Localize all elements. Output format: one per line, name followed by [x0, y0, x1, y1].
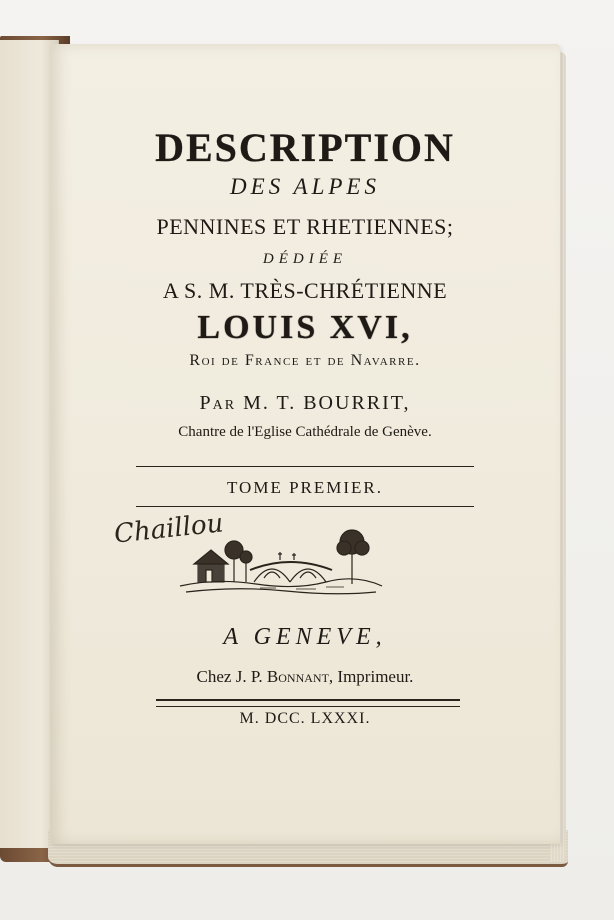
author-name: M. T. BOURRIT,: [243, 392, 411, 414]
title-page: [50, 44, 560, 844]
subtitle-line-1: DES ALPES: [230, 174, 380, 199]
handwritten-signature: Chaillou: [112, 508, 225, 550]
bottom-rule: [136, 506, 474, 507]
dedication-label: DÉDIÉE: [262, 251, 348, 267]
subtitle-line-2: PENNINES ET RHETIENNES;: [156, 214, 454, 239]
author-role: Chantre de l'Eglise Cathédrale de Genève.: [178, 424, 432, 440]
printer-name: Bonnant: [266, 667, 329, 686]
book-title: DESCRIPTION: [155, 125, 455, 170]
place-of-publication: A GENEVE,: [223, 624, 387, 650]
author-line: [50, 392, 560, 415]
volume-label: TOME PREMIER.: [226, 478, 384, 497]
king-title: Roi de France et de Navarre.: [189, 352, 421, 369]
publication-date: M. DCC. LXXXI.: [239, 710, 371, 727]
king-name: LOUIS XVI,: [197, 309, 413, 346]
author-prefix: Par: [199, 392, 237, 414]
printer-prefix: Chez J. P.: [196, 667, 263, 686]
woodcut-vignette: [176, 526, 386, 598]
dedication-recipient: A S. M. TRÈS-CHRÉTIENNE: [162, 278, 448, 303]
double-rule: [156, 699, 460, 707]
printer-line: [50, 667, 560, 687]
printer-suffix: , Imprimeur.: [328, 667, 414, 686]
top-rule: [136, 466, 474, 467]
